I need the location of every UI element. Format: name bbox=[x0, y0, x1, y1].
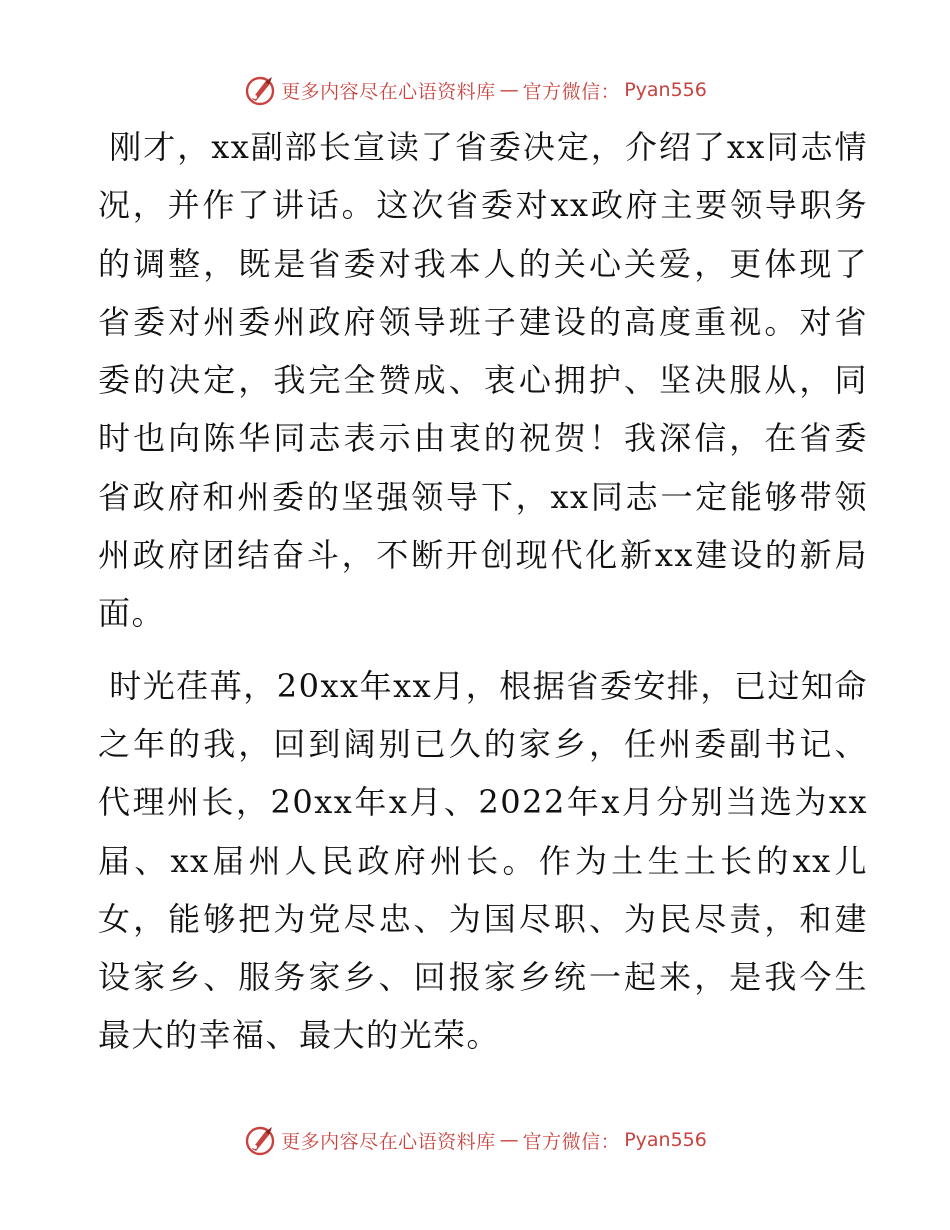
header-banner bbox=[0, 70, 950, 110]
footer-wechat-id: Pyan556 bbox=[624, 1129, 707, 1151]
footer-banner bbox=[0, 1120, 950, 1160]
quill-pen-logo-icon bbox=[243, 73, 277, 107]
header-wechat-id: Pyan556 bbox=[624, 79, 707, 101]
document-body bbox=[98, 118, 868, 1065]
paragraph-1: 刚才，xx副部长宣读了省委决定，介绍了xx同志情况，并作了讲话。这次省委对xx政府主要领导职务的调整，既是省委对我本人的关心关爱，更体现了省委对州委州政府领导班子建设的高度重视。对省委的决定，我完全赞成、衷心拥护、坚决服从，同时也向陈华同志表示由衷的祝贺！我深信，在省委省政府和州委的坚强领导下，xx同志一定能够带领州政府团结奋斗，不断开创现代化新xx建设的新局面。 bbox=[98, 128, 868, 633]
header-wechat-label: 官方微信： bbox=[522, 80, 621, 103]
header-banner-dash: — bbox=[499, 79, 519, 101]
header-banner-text: 更多内容尽在心语资料库 bbox=[281, 80, 496, 103]
footer-banner-text: 更多内容尽在心语资料库 bbox=[281, 1130, 496, 1153]
footer-wechat-label: 官方微信： bbox=[522, 1130, 621, 1153]
quill-pen-logo-icon bbox=[243, 1123, 277, 1157]
paragraph-2: 时光荏苒，20xx年xx月，根据省委安排，已过知命之年的我，回到阔别已久的家乡，任州委副书记、代理州长，20xx年x月、2022年x月分别当选为xx届、xx届州人民政府州长。作为土生土长的xx儿女，能够把为党尽忠、为国尽职、为民尽责，和建设家乡、服务家乡、回报家乡统一起来，是我今生最大的幸福、最大的光荣。 bbox=[98, 666, 868, 1055]
footer-banner-dash: — bbox=[499, 1129, 519, 1151]
